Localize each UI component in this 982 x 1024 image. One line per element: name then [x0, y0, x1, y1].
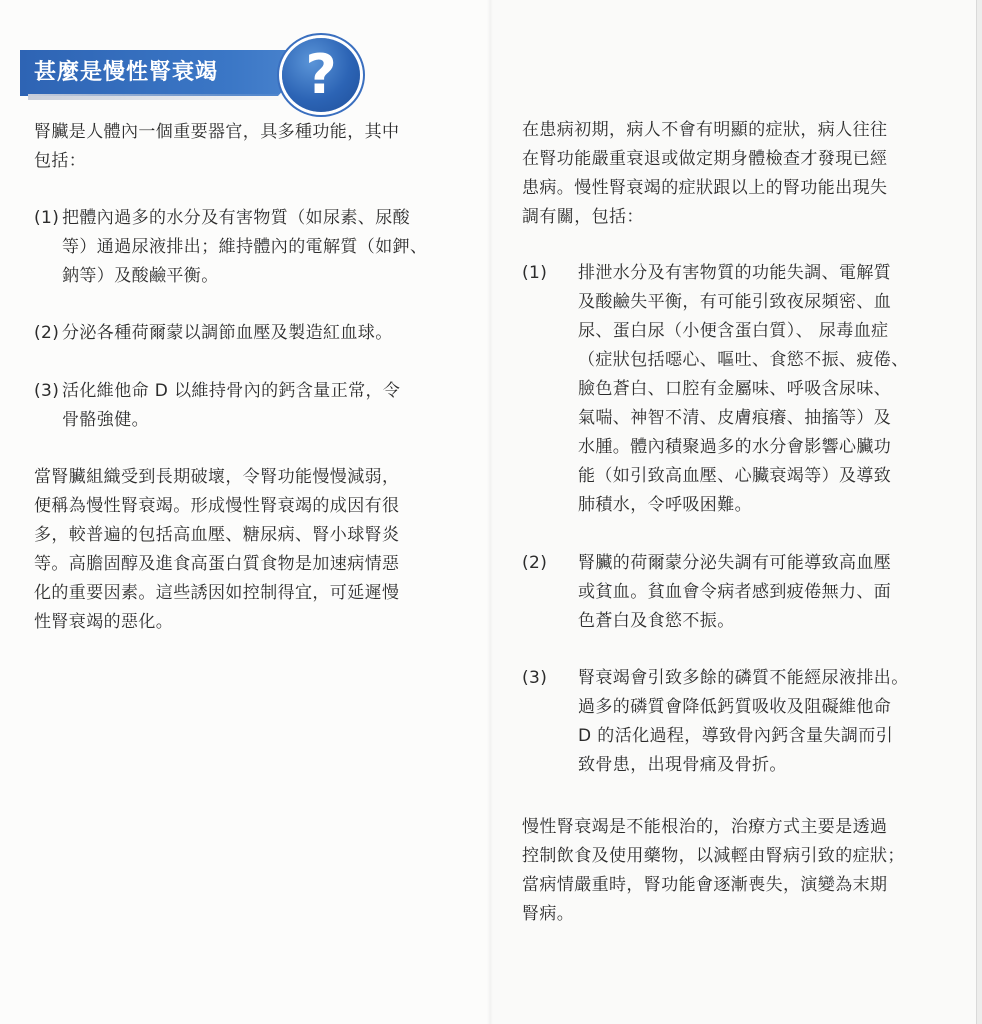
- text-line: 水腫。體內積聚過多的水分會影響心臟功: [578, 437, 892, 457]
- text-line: 臉色蒼白、口腔有金屬味、呼吸含尿味、: [578, 379, 892, 399]
- item-number: (1): [34, 208, 60, 228]
- text-line: 肺積水，令呼吸困難。: [578, 495, 752, 515]
- text-line: 等）通過尿液排出；維持體內的電解質（如鉀、: [62, 237, 428, 257]
- left-intro: [34, 118, 399, 176]
- function-item-3: [34, 377, 400, 435]
- text-line: 包括：: [34, 151, 87, 171]
- text-line: 當病情嚴重時，腎功能會逐漸喪失，演變為末期: [522, 875, 888, 895]
- text-line: 尿、蛋白尿（小便含蛋白質）、 尿毒血症: [578, 321, 889, 341]
- item-number: (2): [522, 553, 548, 573]
- text-line: 當腎臟組織受到長期破壞，令腎功能慢慢減弱，: [34, 467, 400, 487]
- left-paragraph: [34, 463, 399, 637]
- text-line: 患病。慢性腎衰竭的症狀跟以上的腎功能出現失: [522, 178, 888, 198]
- text-line: 骨骼強健。: [62, 410, 149, 430]
- text-line: （症狀包括噁心、嘔吐、食慾不振、疲倦、: [578, 350, 909, 370]
- page-title: 甚麼是慢性腎衰竭: [34, 60, 219, 85]
- text-line: D 的活化過程，導致骨內鈣含量失調而引: [578, 726, 894, 746]
- text-line: 過多的磷質會降低鈣質吸收及阻礙維他命: [578, 697, 892, 717]
- right-intro: [522, 116, 887, 232]
- text-line: 調有關，包括：: [522, 207, 644, 227]
- item-number: (2): [34, 323, 60, 343]
- text-line: 致骨患，出現骨痛及骨折。: [578, 755, 787, 775]
- text-line: 或貧血。貧血會令病者感到疲倦無力、面: [578, 582, 892, 602]
- text-line: 等。高膽固醇及進食高蛋白質食物是加速病情惡: [34, 554, 400, 574]
- text-line: 性腎衰竭的惡化。: [34, 612, 174, 632]
- symptom-item-3: [522, 664, 909, 780]
- text-line: 腎臟是人體內一個重要器官，具多種功能，其中: [34, 122, 400, 142]
- text-line: 把體內過多的水分及有害物質（如尿素、尿酸: [62, 208, 410, 228]
- text-line: 化的重要因素。這些誘因如控制得宜，可延遲慢: [34, 583, 400, 603]
- text-line: 鈉等）及酸鹼平衡。: [62, 266, 219, 286]
- text-line: 多，較普遍的包括高血壓、糖尿病、腎小球腎炎: [34, 525, 400, 545]
- text-line: 排泄水分及有害物質的功能失調、電解質: [578, 263, 892, 283]
- text-line: 活化維他命 D 以維持骨內的鈣含量正常，令: [62, 381, 401, 401]
- question-mark-icon: ?: [282, 38, 360, 112]
- heading-banner: [20, 38, 380, 112]
- text-line: 色蒼白及食慾不振。: [578, 611, 735, 631]
- symptom-item-2: [522, 549, 891, 636]
- text-line: 控制飲食及使用藥物，以減輕由腎病引致的症狀；: [522, 846, 905, 866]
- item-number: (3): [34, 381, 60, 401]
- text-line: 腎病。: [522, 904, 575, 924]
- text-line: 在腎功能嚴重衰退或做定期身體檢查才發現已經: [522, 149, 888, 169]
- text-line: 腎衰竭會引致多餘的磷質不能經尿液排出。: [578, 668, 909, 688]
- text-line: 及酸鹼失平衡，有可能引致夜尿頻密、血: [578, 292, 892, 312]
- page-edge: [976, 0, 982, 1024]
- text-line: 在患病初期，病人不會有明顯的症狀，病人往往: [522, 120, 888, 140]
- right-paragraph: [522, 813, 905, 929]
- text-line: 能（如引致高血壓、心臟衰竭等）及導致: [578, 466, 892, 486]
- symptom-item-1: [522, 259, 909, 520]
- text-line: 便稱為慢性腎衰竭。形成慢性腎衰竭的成因有很: [34, 496, 400, 516]
- function-item-1: [34, 204, 427, 291]
- function-item-2: [34, 319, 393, 348]
- page-gutter: [487, 0, 493, 1024]
- text-line: 分泌各種荷爾蒙以調節血壓及製造紅血球。: [62, 323, 393, 343]
- text-line: 慢性腎衰竭是不能根治的，治療方式主要是透過: [522, 817, 888, 837]
- item-number: (1): [522, 263, 548, 283]
- item-number: (3): [522, 668, 548, 688]
- text-line: 氣喘、神智不清、皮膚痕癢、抽搐等）及: [578, 408, 892, 428]
- text-line: 腎臟的荷爾蒙分泌失調有可能導致高血壓: [578, 553, 892, 573]
